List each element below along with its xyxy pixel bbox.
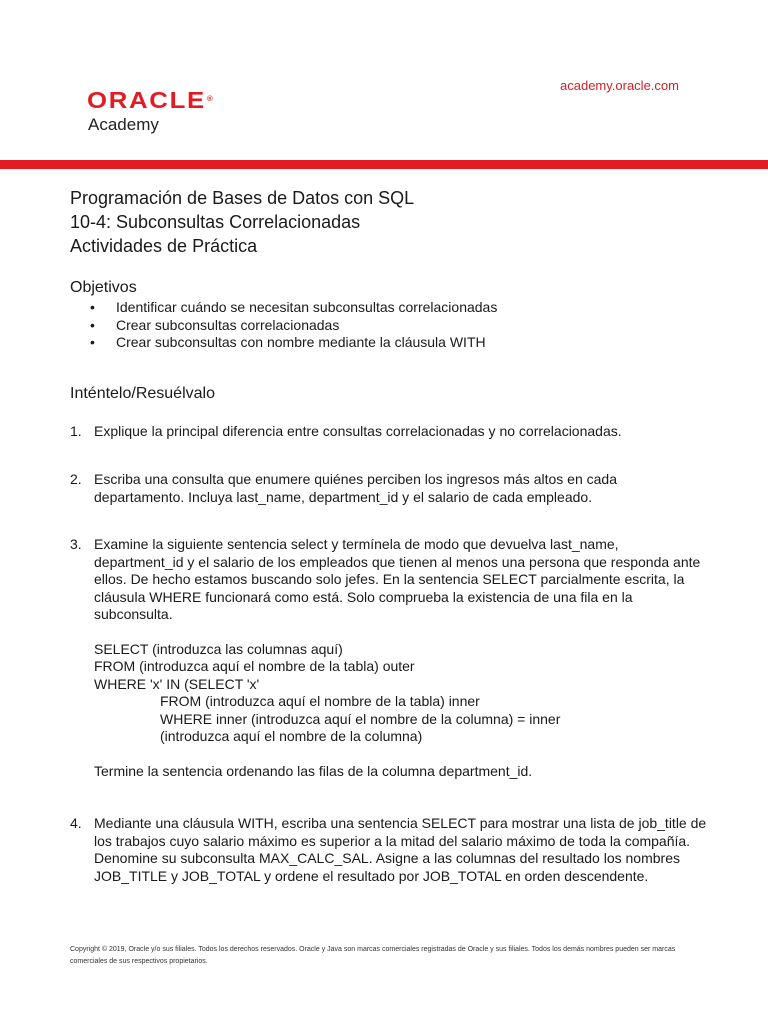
bullet-icon: • bbox=[90, 316, 95, 333]
question-number: 2. bbox=[70, 471, 82, 487]
sql-line: FROM (introduzca aquí el nombre de la tabla) outer bbox=[94, 658, 415, 674]
header-divider bbox=[0, 160, 768, 169]
bullet-icon: • bbox=[90, 334, 95, 350]
question-text: Mediante una cláusula WITH, escriba una sentencia SELECT para mostrar una lista de job_title de los trabajos cuyo salario máximo es superior a la mitad del salario máximo de toda la compañía. Denomine su subconsulta MAX_CALC_SAL. Asigne a las columnas del resultado los nombres JOB_TITLE y JOB_TOTAL y ordene el resultado por JOB_TOTAL en orden descendente. bbox=[94, 815, 707, 884]
question-text: Escriba una consulta que enumere quiénes perciben los ingresos más altos en cada departamento. Incluya last_name, department_id y el salario de cada empleado. bbox=[94, 471, 617, 505]
question-3 bbox=[70, 536, 710, 780]
sql-line: WHERE 'x' IN (SELECT 'x' bbox=[94, 675, 260, 692]
copyright-footer: Copyright © 2019, Oracle y/o sus filiales. Todos los derechos reservados. Oracle y Java son marcas comerciales registradas de Oracle y sus filiales. Todos los demás nombres pueden ser marcas comerciales de sus respectivos propietarios. bbox=[70, 946, 676, 965]
academy-site-link[interactable]: academy.oracle.com bbox=[560, 78, 679, 93]
document-title bbox=[70, 186, 414, 258]
question-number: 4. bbox=[70, 815, 82, 831]
question-text: Examine la siguiente sentencia select y termínela de modo que devuelva last_name, department_id y el salario de los empleados que tienen al menos una persona que responda ante ellos. De hecho estamos buscando solo jefes. En la sentencia SELECT parcialmente escrita, la cláusula WHERE funcionará como está. Solo comprueba la existencia de una fila en la subconsulta. bbox=[94, 536, 701, 622]
lesson-title: 10-4: Subconsultas Correlacionadas bbox=[70, 212, 361, 232]
objective-item: • Crear subconsultas con nombre mediante la cláusula WITH bbox=[90, 334, 486, 350]
logo-brand: ORACLE® bbox=[87, 87, 213, 113]
question-text: Explique la principal diferencia entre consultas correlacionadas y no correlacionadas. bbox=[94, 423, 622, 439]
logo-subtitle: Academy bbox=[88, 115, 159, 134]
sql-statement bbox=[94, 641, 710, 746]
course-title: Programación de Bases de Datos con SQL bbox=[70, 188, 415, 208]
question-number: 3. bbox=[70, 536, 82, 552]
objectives-list bbox=[90, 299, 497, 352]
question-number: 1. bbox=[70, 423, 82, 439]
try-it-heading: Inténtelo/Resuélvalo bbox=[70, 385, 215, 402]
question-2 bbox=[70, 471, 710, 506]
sql-line: SELECT (introduzca las columnas aquí) bbox=[94, 640, 343, 657]
question-1 bbox=[70, 423, 710, 441]
sql-line: FROM (introduzca aquí el nombre de la tabla) inner bbox=[160, 693, 480, 709]
objective-item: • Crear subconsultas correlacionadas bbox=[90, 316, 340, 333]
objectives-heading: Objetivos bbox=[70, 279, 137, 296]
sql-line: WHERE inner (introduzca aquí el nombre de la columna) = inner bbox=[160, 710, 561, 727]
question-followup: Termine la sentencia ordenando las filas de la columna department_id. bbox=[94, 762, 533, 779]
oracle-academy-logo bbox=[87, 86, 213, 136]
bullet-icon: • bbox=[90, 299, 95, 315]
activity-title: Actividades de Práctica bbox=[70, 236, 258, 256]
objective-item: • Identificar cuándo se necesitan subconsultas correlacionadas bbox=[90, 299, 498, 315]
question-4 bbox=[70, 815, 710, 885]
sql-line: (introduzca aquí el nombre de la columna) bbox=[160, 728, 423, 744]
